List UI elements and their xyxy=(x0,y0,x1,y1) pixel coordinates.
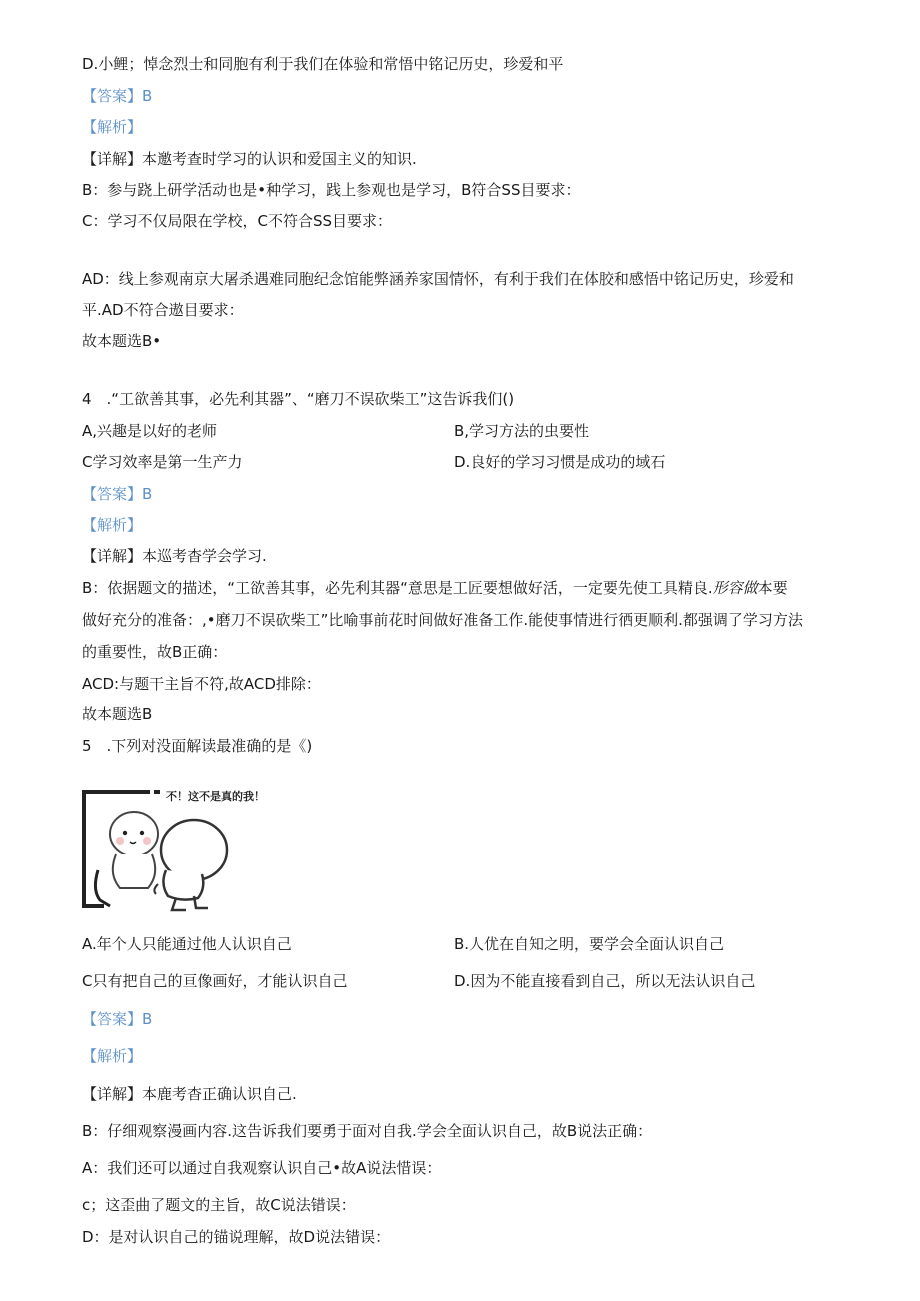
cartoon-caption: 不！这不是真的我！ xyxy=(166,790,265,803)
q4-option-d: D.良好的学习习惯是成功的域石 xyxy=(454,453,666,471)
question-4: 4 .“工欲善其事，必先利其器”、“磨刀不误砍柴工”这告诉我们() xyxy=(82,390,515,408)
q5-option-d: D.因为不能直接看到自己，所以无法认识自己 xyxy=(454,972,756,990)
analysis-label: 【解析】 xyxy=(82,516,143,534)
explain-b-italic: 形容做 xyxy=(712,579,758,597)
explain-b-cont2: 的重要性，故B正确： xyxy=(82,643,228,661)
q5-option-c: C只有把自己的亘像画好，才能认识自己 xyxy=(82,972,348,990)
explain-b-tail: 本要 xyxy=(757,579,788,597)
q5-option-a: A.年个人只能通过他人认识自己 xyxy=(82,935,292,953)
question-5: 5 .下列对没面解读最准确的是《) xyxy=(82,737,313,755)
analysis-label: 【解析】 xyxy=(82,1047,143,1065)
explain-b xyxy=(82,578,788,598)
mirror-cartoon-image xyxy=(80,788,285,916)
answer-label: 【答案】B xyxy=(82,1010,153,1028)
detail-text: 【详解】本鹿考杳正确认识自己. xyxy=(82,1085,297,1103)
conclusion: 故本题选B• xyxy=(82,332,162,350)
detail-text: 【详解】本巡考杳学会学习. xyxy=(82,547,267,565)
explain-ad-cont: 平.AD不符合遨目要求： xyxy=(82,301,244,319)
explain-c: c；这歪曲了题文的主旨，故C说法错误： xyxy=(82,1196,356,1214)
explain-b-cont: 做好充分的准备：,•磨刀不误砍柴工”比喻事前花时间做好准备工作.能使事情进行徆更顺利.都强调了学习方法 xyxy=(82,611,803,629)
explain-c: C：学习不仅局限在学校，C不符合SS目要求： xyxy=(82,212,392,230)
explain-b: B：仔细观察漫画内容.这告诉我们要勇于面对自我.学会全面认识自己，故B说法正确： xyxy=(82,1122,653,1140)
answer-label: 【答案】B xyxy=(82,485,153,503)
answer-label: 【答案】B xyxy=(82,87,153,105)
option-d-prev: D.小鲤；悼念烈士和同胞有利于我们在体验和常悟中铭记历史，珍爱和平 xyxy=(82,55,564,73)
detail-text: 【详解】本邀考查时学习的认识和爱国主义的知识. xyxy=(82,150,417,168)
explain-d: D：是对认识自己的锚说理解，故D说法错误： xyxy=(82,1228,391,1246)
explain-a: A：我们还可以通过自我观察认识自己•故A说法惜误： xyxy=(82,1159,442,1177)
analysis-label: 【解析】 xyxy=(82,118,143,136)
explain-b: B：参与跷上研学活动也是•种学习，践上参观也是学习，B符合SS目要求： xyxy=(82,181,581,199)
explain-b-text: B：依据题文的描述，“工欲善其事，必先利其器“意思是工匠要想做好活，一定要先使工具精良. xyxy=(82,579,713,597)
explain-acd: ACD:与题干主旨不符,故ACD排除： xyxy=(82,675,321,693)
conclusion: 故本题选B xyxy=(82,705,153,723)
q4-option-a: A,兴趣是以好的老师 xyxy=(82,422,218,440)
q4-option-c: C学习效率是第一生产力 xyxy=(82,453,243,471)
q5-option-b: B.人优在自知之明，要学会全面认识自己 xyxy=(454,935,725,953)
q4-option-b: B,学习方法的虫要性 xyxy=(454,422,590,440)
explain-ad: AD：线上参观南京大屠杀遇难同胞纪念馆能弊涵养家国情怀，有利于我们在体胶和感悟中铭记历史，珍爱和 xyxy=(82,270,794,288)
